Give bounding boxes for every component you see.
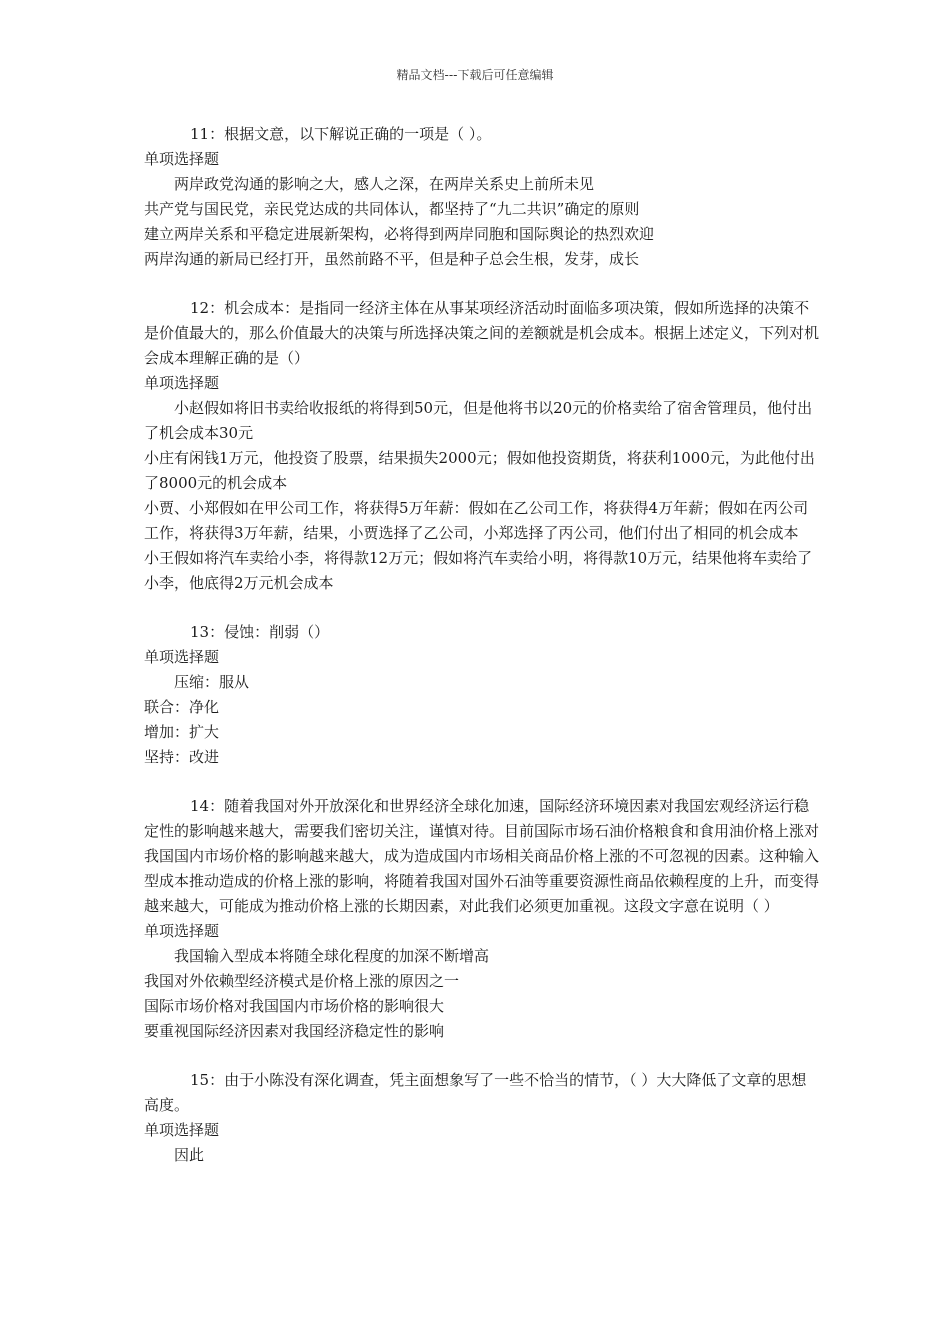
question-type: 单项选择题 bbox=[144, 374, 220, 392]
option-a: 我国输入型成本将随全球化程度的加深不断增高 bbox=[174, 947, 490, 965]
option-list bbox=[144, 396, 820, 596]
question-13 bbox=[144, 620, 820, 770]
document-body bbox=[144, 122, 820, 1168]
question-type: 单项选择题 bbox=[144, 648, 220, 666]
question-type: 单项选择题 bbox=[144, 922, 220, 940]
option-list bbox=[144, 944, 820, 1044]
page-header: 精品文档---下载后可任意编辑 bbox=[396, 68, 554, 82]
option-c: 增加：扩大 bbox=[144, 723, 220, 741]
question-15 bbox=[144, 1068, 820, 1168]
option-a: 因此 bbox=[174, 1146, 205, 1164]
question-stem: 15：由于小陈没有深化调查，凭主面想象写了一些不恰当的情节，（ ）大大降低了文章的思想高度。 bbox=[144, 1071, 807, 1114]
option-d: 坚持：改进 bbox=[144, 748, 220, 766]
option-list bbox=[144, 172, 820, 272]
option-c: 国际市场价格对我国国内市场价格的影响很大 bbox=[144, 997, 445, 1015]
option-d: 小王假如将汽车卖给小李，将得款12万元；假如将汽车卖给小明，将得款10万元，结果他将车卖给了小李，他底得2万元机会成本 bbox=[144, 549, 813, 592]
option-b: 我国对外依赖型经济模式是价格上涨的原因之一 bbox=[144, 972, 460, 990]
question-stem: 13：侵蚀：削弱（） bbox=[190, 623, 330, 641]
question-14 bbox=[144, 794, 820, 1044]
option-c: 小贾、小郑假如在甲公司工作，将获得5万年薪：假如在乙公司工作，将获得4万年薪；假如在丙公司工作，将获得3万年薪，结果，小贾选择了乙公司，小郑选择了丙公司，他们付出了相同的机会成本 bbox=[144, 499, 809, 542]
question-11 bbox=[144, 122, 820, 272]
question-12 bbox=[144, 296, 820, 596]
option-a: 压缩：服从 bbox=[174, 673, 250, 691]
option-b: 共产党与国民党，亲民党达成的共同体认，都坚持了“九二共识”确定的原则 bbox=[144, 200, 640, 218]
question-type: 单项选择题 bbox=[144, 1121, 220, 1139]
question-type: 单项选择题 bbox=[144, 150, 220, 168]
option-a: 小赵假如将旧书卖给收报纸的将得到50元，但是他将书以20元的价格卖给了宿舍管理员，他付出了机会成本30元 bbox=[144, 399, 813, 442]
question-stem: 11：根据文意，以下解说正确的一项是（ ）。 bbox=[190, 125, 492, 143]
option-list bbox=[144, 1143, 820, 1168]
option-d: 两岸沟通的新局已经打开，虽然前路不平，但是种子总会生根，发芽，成长 bbox=[144, 250, 640, 268]
option-d: 要重视国际经济因素对我国经济稳定性的影响 bbox=[144, 1022, 445, 1040]
option-b: 小庄有闲钱1万元，他投资了股票，结果损失2000元；假如他投资期货，将获利1000元，为此他付出了8000元的机会成本 bbox=[144, 449, 815, 492]
question-stem: 12：机会成本：是指同一经济主体在从事某项经济活动时面临多项决策，假如所选择的决策不是价值最大的，那么价值最大的决策与所选择决策之间的差额就是机会成本。根据上述定义，下列对机会成本理解正确的是（） bbox=[144, 299, 820, 367]
option-b: 联合：净化 bbox=[144, 698, 220, 716]
option-list bbox=[144, 670, 820, 770]
option-c: 建立两岸关系和平稳定进展新架构，必将得到两岸同胞和国际舆论的热烈欢迎 bbox=[144, 225, 655, 243]
question-stem: 14：随着我国对外开放深化和世界经济全球化加速，国际经济环境因素对我国宏观经济运行稳定性的影响越来越大，需要我们密切关注，谨慎对待。目前国际市场石油价格粮食和食用油价格上涨对我国国内市场价格的影响越来越大，成为造成国内市场相关商品价格上涨的不可忽视的因素。这种输入型成本推动造成的价格上涨的影响，将随着我国对国外石油等重要资源性商品依赖程度的上升，而变得越来越大，可能成为推动价格上涨的长期因素，对此我们必须更加重视。这段文字意在说明（ ） bbox=[144, 797, 820, 915]
option-a: 两岸政党沟通的影响之大，感人之深，在两岸关系史上前所未见 bbox=[174, 175, 595, 193]
